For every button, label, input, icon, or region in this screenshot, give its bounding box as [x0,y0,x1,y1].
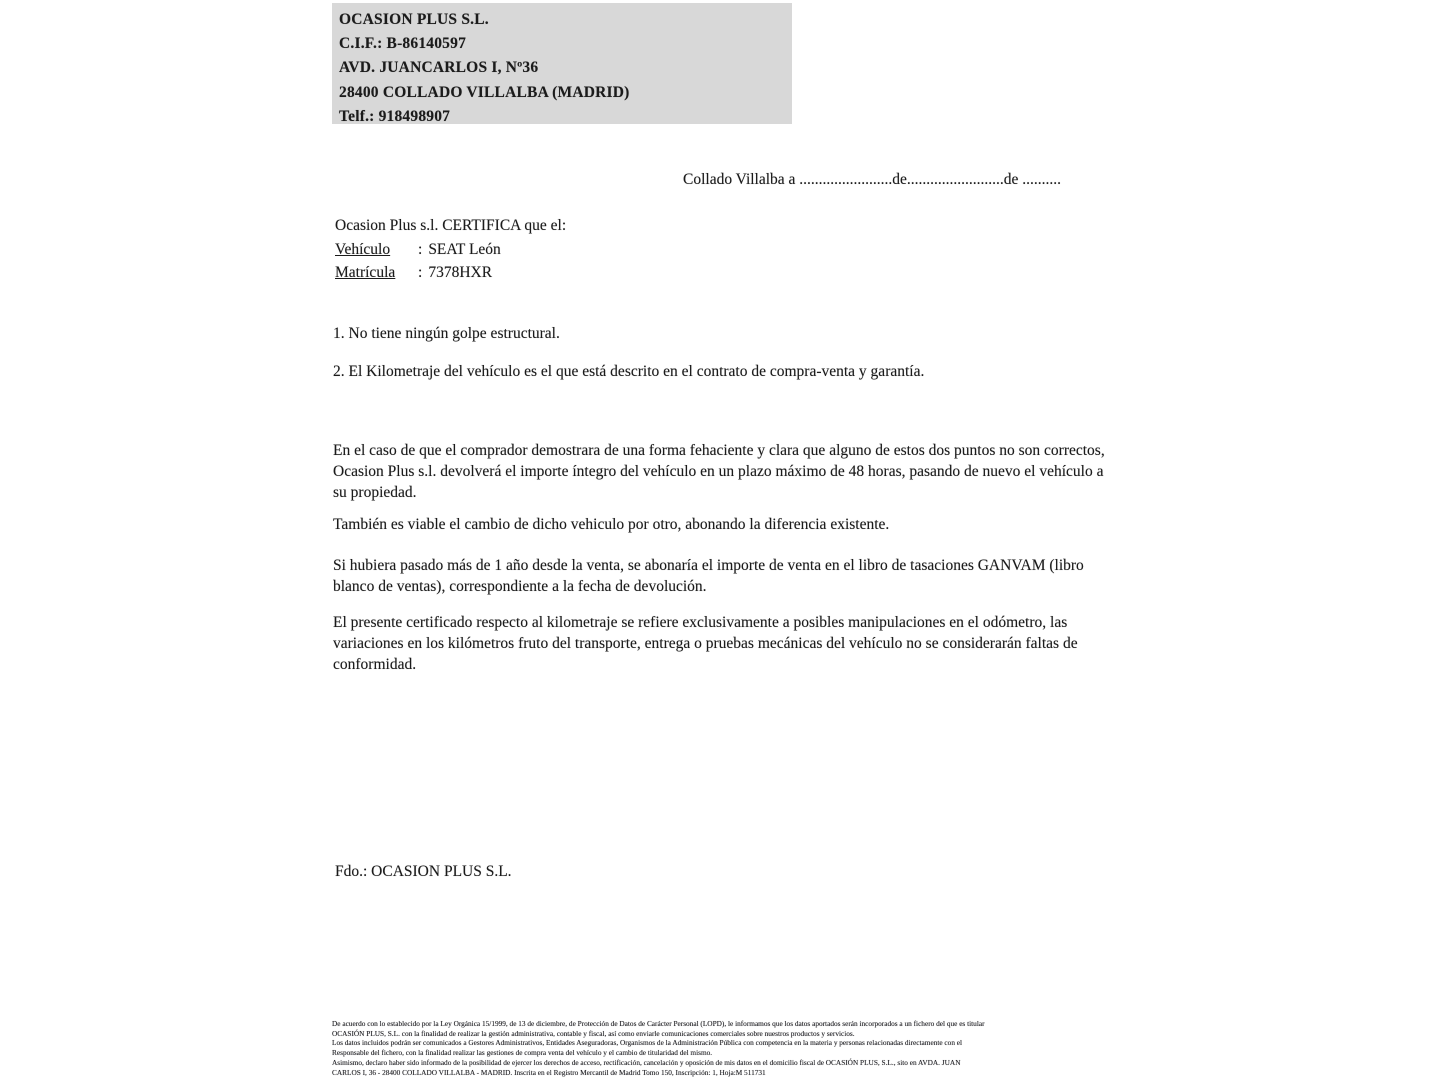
paragraph-exchange-option: También es viable el cambio de dicho vehiculo por otro, abonando la diferencia existente. [333,516,890,533]
company-postal-city: 28400 COLLADO VILLALBA (MADRID) [339,83,630,101]
paragraph-ganvam-valuation: Si hubiera pasado más de 1 año desde la venta, se abonaría el importe de venta en el libro de tasaciones GANVAM (libro blanco de ventas), correspondiente a la fecha de devolución. [333,557,1084,595]
plate-value: 7378HXR [428,264,493,281]
company-phone: Telf.: 918498907 [339,107,451,125]
date-line: Collado Villalba a ........................de.........................de .......... [683,171,1062,188]
plate-label: Matrícula [335,264,396,281]
vehicle-row [335,241,501,259]
signature-line: Fdo.: OCASION PLUS S.L. [335,863,512,880]
legal-line: Responsable del fichero, con la finalidad realizar las gestiones de compra venta del vehículo y el cambio de titularidad del mismo. [332,1048,713,1058]
vehicle-label: Vehículo [335,241,391,258]
legal-line: OCASIÓN PLUS, S.L. con la finalidad de realizar la gestión administrativa, contable y fiscal, así como enviarle comunicaciones comerciales sobre nuestros productos y servicios. [332,1028,855,1038]
point-1: 1. No tiene ningún golpe estructural. [333,325,560,342]
company-cif: C.I.F.: B-86140597 [339,35,467,53]
legal-line: Asimismo, declaro haber sido informado de la posibilidad de ejercer los derechos de acceso, rectificación, cancelación y oposición de mis datos en el domicilio fiscal de OCASIÓN PLUS, S.L., sito en AVDA. JUAN [332,1057,961,1067]
legal-line: CARLOS I, 36 - 28400 COLLADO VILLALBA - MADRID. Inscrita en el Registro Mercantil de Madrid Tomo 150, Inscripción: 1, Hoja:M 511731 [332,1067,766,1077]
point-2: 2. El Kilometraje del vehículo es el que está descrito en el contrato de compra-venta y garantía. [333,363,925,380]
company-address: AVD. JUANCARLOS I, Nº36 [339,59,539,77]
certification-intro: Ocasion Plus s.l. CERTIFICA que el: [335,217,567,234]
paragraph-refund-terms: En el caso de que el comprador demostrara de una forma fehaciente y clara que alguno de estos dos puntos no son correctos, Ocasion Plus s.l. devolverá el importe íntegro del vehículo en un plazo máximo de 48 horas, pasando de nuevo el vehículo a su propiedad. [333,442,1105,501]
plate-row [335,264,492,282]
plate-separator: : [418,264,423,281]
company-name: OCASION PLUS S.L. [339,11,489,28]
company-header-block [332,3,792,124]
paragraph-odometer-scope: El presente certificado respecto al kilometraje se refiere exclusivamente a posibles manipulaciones en el odómetro, las variaciones en los kilómetros fruto del transporte, entrega o pruebas mecánicas del vehículo no se considerarán faltas de conformidad. [333,614,1078,673]
legal-footer [332,1019,1122,1077]
vehicle-separator: : [418,241,423,258]
legal-line: De acuerdo con lo establecido por la Ley Orgánica 15/1999, de 13 de diciembre, de Protección de Datos de Carácter Personal (LOPD), le informamos que los datos aportados serán incorporados a un fichero del que es titular [332,1019,985,1028]
vehicle-value: SEAT León [428,241,501,258]
legal-line: Los datos incluidos podrán ser comunicados a Gestores Administrativos, Entidades Aseguradoras, Organismos de la Administración Pública con competencia en la materia y personas relacionadas directamente con el [332,1038,963,1048]
